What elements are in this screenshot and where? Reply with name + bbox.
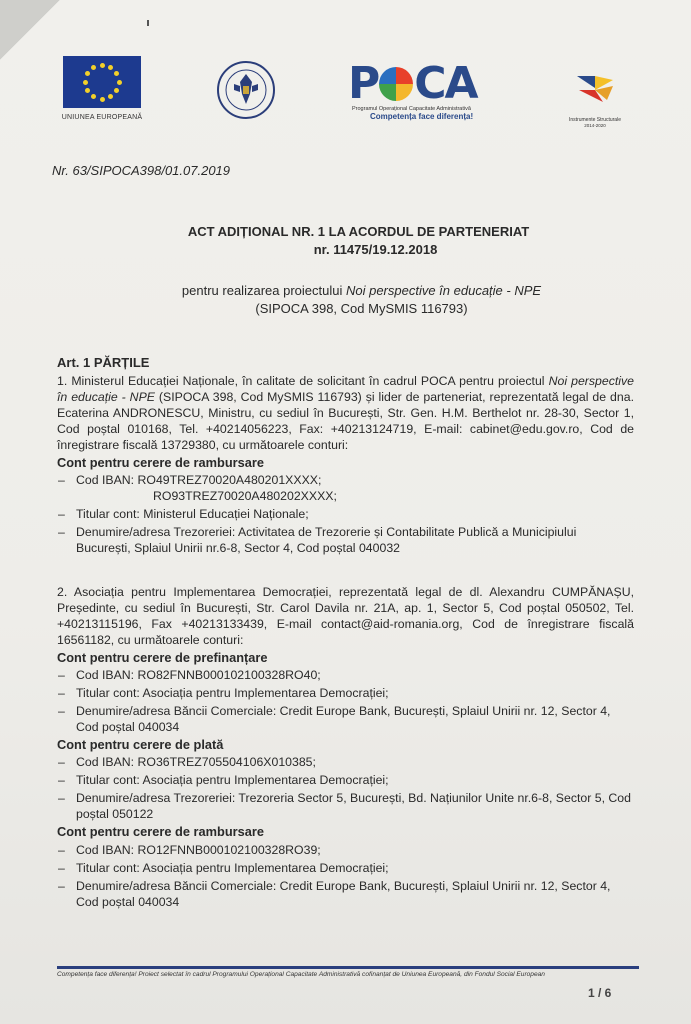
poca-subtitle: Programul Operațional Capacitate Administrativă <box>352 106 471 112</box>
party2-account-list <box>57 754 634 822</box>
eu-star-icon <box>85 71 90 76</box>
party2-iban: – Cod IBAN: RO12FNNB000102100328RO39; <box>57 842 634 858</box>
footer-rule <box>57 966 639 969</box>
eu-star-icon <box>114 88 119 93</box>
eu-star-icon <box>100 63 105 68</box>
party2-holder: – Titular cont: Asociația pentru Implementarea Democrației; <box>57 860 634 876</box>
party2-account-list <box>57 667 634 735</box>
government-seal-icon <box>216 60 276 120</box>
agreement-number: nr. 11475/19.12.2018 <box>313 242 438 257</box>
document-title: ACT ADIȚIONAL NR. 1 LA ACORDUL DE PARTENERIAT <box>187 224 530 239</box>
document-body <box>57 355 634 912</box>
party2-account-heading: Cont pentru cerere de prefinanțare <box>57 649 268 665</box>
poca-color-wheel-icon <box>379 67 413 101</box>
party2-account-list <box>57 842 634 910</box>
document-number: Nr. 63/SIPOCA398/01.07.2019 <box>52 163 231 178</box>
structural-instruments-icon <box>573 72 617 108</box>
poca-wordmark: P CA <box>348 58 477 109</box>
party2-iban: – Cod IBAN: RO82FNNB000102100328RO40; <box>57 667 634 683</box>
eu-caption: UNIUNEA EUROPEANĂ <box>61 114 143 121</box>
party1-paragraph <box>57 373 634 453</box>
page-number: 1 / 6 <box>588 986 612 1000</box>
party2-bank: – Denumire/adresa Băncii Comerciale: Credit Europe Bank, București, Splaiul Unirii nr. 12, Sector 4, Cod poștal 040034 <box>57 703 634 735</box>
poca-motto: Competența face diferența! <box>370 112 474 121</box>
party2-holder: – Titular cont: Asociația pentru Implementarea Democrației; <box>57 772 634 788</box>
project-name: Noi perspective în educație - NPE <box>57 374 634 405</box>
structural-instruments-logo <box>560 72 630 128</box>
eu-star-icon <box>91 65 96 70</box>
party2-iban: – Cod IBAN: RO36TREZ705504106X010385; <box>57 754 634 770</box>
footer-text: Competența face diferența! Proiect selectat în cadrul Programului Operațional Capacitate Administrativă cofinanțat de Uniunea Europeană, din Fondul Social European <box>57 971 545 978</box>
structural-instruments-years: 2014-2020 <box>584 123 606 128</box>
party1-iban <box>57 472 634 504</box>
party2-account-heading: Cont pentru cerere de plată <box>57 736 224 752</box>
eu-logo <box>60 56 144 121</box>
page-corner-fold <box>0 0 60 60</box>
project-title-italic: Noi perspective în educație - NPE <box>345 283 542 298</box>
government-seal-logo <box>216 60 276 120</box>
article-heading: Art. 1 PĂRȚILE <box>57 355 150 370</box>
party1-text-start: 1. Ministerul Educației Naționale, în calitate de solicitant în cadrul POCA pentru proiectul <box>57 374 549 389</box>
party2-holder: – Titular cont: Asociația pentru Implementarea Democrației; <box>57 685 634 701</box>
eu-star-icon <box>108 65 113 70</box>
eu-star-icon <box>114 71 119 76</box>
party1-text-end: (SIPOCA 398, Cod MySMIS 116793) și lider de parteneriat, reprezentată legal de dna. Ecaterina ANDRONESCU, Ministru, cu sediul în București, Str. Gen. H.M. Berthelot nr. 28-30, Sector 1, Cod poștal 010168, Tel. +40214056223, Fax: +40213124719, E-mail: cabinet@edu.gov.ro, Cod de înregistrare fiscală 13729380, cu următoarele conturi: <box>57 390 634 453</box>
structural-instruments-caption: Instrumente Structurale <box>569 117 621 123</box>
party2-account-heading: Cont pentru cerere de rambursare <box>57 824 264 840</box>
eu-star-icon <box>85 88 90 93</box>
eu-star-icon <box>108 94 113 99</box>
party1-holder: – Titular cont: Ministerul Educației Naționale; <box>57 506 634 522</box>
eu-star-icon <box>100 97 105 102</box>
eu-flag-icon <box>63 56 141 108</box>
party1-account-list <box>57 472 634 556</box>
party2-paragraph: 2. Asociația pentru Implementarea Democrației, reprezentată legal de dl. Alexandru CUMPĂNAȘU, Președinte, cu sediul în București, Str. Carol Davila nr. 21A, ap. 1, Sector 5, Cod poștal 050502, Tel. +40213115196, Fax +40213133439, E-mail contact@aid-romania.org, Cod de înregistrare fiscală 16561182, cu următoarele conturi: <box>57 585 634 648</box>
party2-bank: – Denumire/adresa Trezoreriei: Trezoreria Sector 5, București, Bd. Națiunilor Unite nr.6-8, Sector 5, Cod poștal 050122 <box>57 790 634 822</box>
party1-iban-2: RO93TREZ70020A480202XXXX; <box>153 488 337 503</box>
eu-star-icon <box>91 94 96 99</box>
paper-speck <box>147 20 149 26</box>
party2-bank: – Denumire/adresa Băncii Comerciale: Credit Europe Bank, București, Splaiul Unirii nr. 12, Sector 4, Cod poștal 040034 <box>57 878 634 910</box>
poca-logo <box>348 58 488 121</box>
party1-account-heading: Cont pentru cerere de rambursare <box>57 454 264 470</box>
project-purpose: pentru realizarea proiectului Noi perspective în educație - NPE <box>181 283 542 298</box>
party1-iban-1: Cod IBAN: RO49TREZ70020A480201XXXX; <box>76 472 322 487</box>
project-codes: (SIPOCA 398, Cod MySMIS 116793) <box>255 301 468 316</box>
eu-star-icon <box>117 80 122 85</box>
eu-star-icon <box>83 80 88 85</box>
party1-treasury: – Denumire/adresa Trezoreriei: Activitatea de Trezorerie și Contabilitate Publică a Municipiului București, Splaiul Unirii nr.6-8, Sector 4, Cod poștal 040032 <box>57 524 634 556</box>
